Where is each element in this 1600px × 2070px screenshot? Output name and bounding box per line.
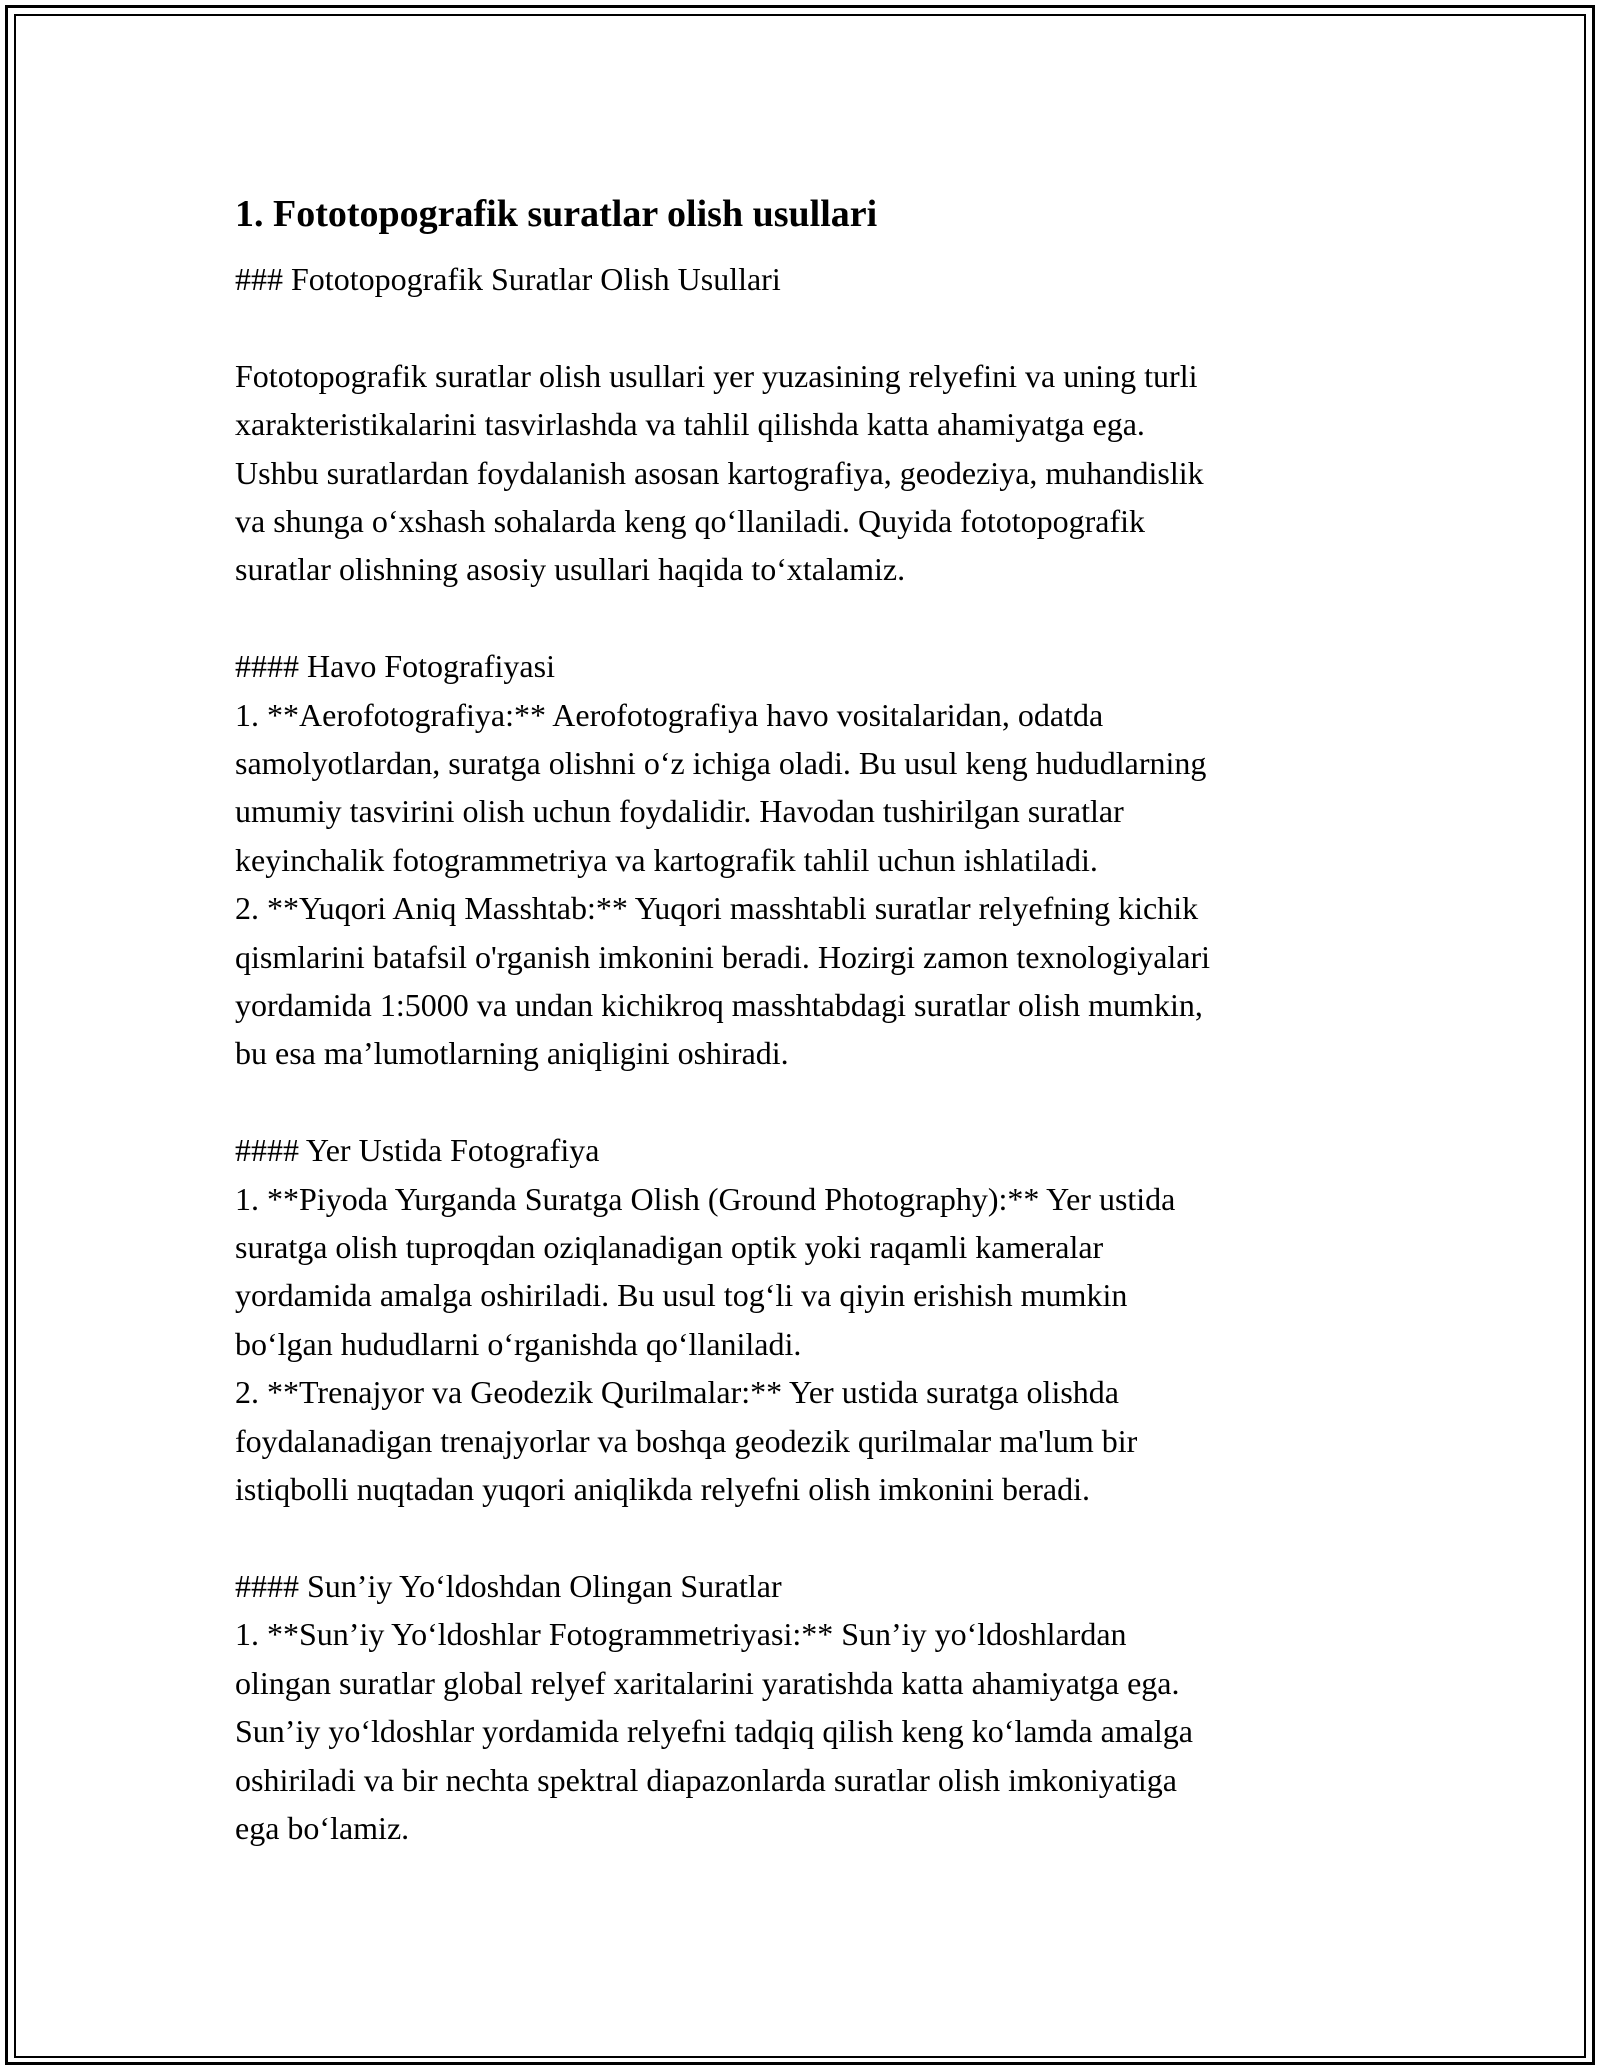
intro-line: suratlar olishning asosiy usullari haqida toʻxtalamiz. bbox=[235, 551, 906, 588]
section-line: 2. **Yuqori Aniq Masshtab:** Yuqori masshtabli suratlar relyefning kichik bbox=[235, 890, 1199, 927]
section-suniy-yoldosh-suratlar bbox=[235, 1562, 1365, 1852]
section-line: istiqbolli nuqtadan yuqori aniqlikda relyefni olish imkonini beradi. bbox=[235, 1471, 1090, 1508]
section-line: boʻlgan hududlarni oʻrganishda qoʻllaniladi. bbox=[235, 1325, 802, 1362]
section-havo-fotografiyasi bbox=[235, 642, 1365, 1078]
section-line: olingan suratlar global relyef xaritalarini yaratishda katta ahamiyatga ega. bbox=[235, 1664, 1180, 1701]
section-line: yordamida 1:5000 va undan kichikroq masshtabdagi suratlar olish mumkin, bbox=[235, 987, 1203, 1024]
section-line: ega boʻlamiz. bbox=[235, 1809, 410, 1846]
section-line: foydalanadigan trenajyorlar va boshqa geodezik qurilmalar ma'lum bir bbox=[235, 1422, 1138, 1459]
section-line: 1. **Aerofotografiya:** Aerofotografiya havo vositalaridan, odatda bbox=[235, 696, 1104, 733]
section-heading: #### Yer Ustida Fotografiya bbox=[235, 1132, 600, 1169]
section-heading: #### Havo Fotografiyasi bbox=[235, 648, 555, 685]
section-line: bu esa ma’lumotlarning aniqligini oshiradi. bbox=[235, 1035, 789, 1072]
intro-line: Ushbu suratlardan foydalanish asosan kartografiya, geodeziya, muhandislik bbox=[235, 454, 1204, 491]
section-line: qismlarini batafsil o'rganish imkonini beradi. Hozirgi zamon texnologiyalari bbox=[235, 938, 1211, 975]
section-line: 1. **Sun’iy Yoʻldoshlar Fotogrammetriyasi:** Sun’iy yoʻldoshlardan bbox=[235, 1616, 1127, 1653]
intro-line: xarakteristikalarini tasvirlashda va tahlil qilishda katta ahamiyatga ega. bbox=[235, 406, 1145, 443]
section-line: suratga olish tuproqdan oziqlanadigan optik yoki raqamli kameralar bbox=[235, 1229, 1104, 1266]
section-line: yordamida amalga oshiriladi. Bu usul togʻli va qiyin erishish mumkin bbox=[235, 1277, 1128, 1314]
section-line: oshiriladi va bir nechta spektral diapazonlarda suratlar olish imkoniyatiga bbox=[235, 1761, 1177, 1798]
intro-line: Fototopografik suratlar olish usullari yer yuzasining relyefini va uning turli bbox=[235, 357, 1198, 394]
section-line: umumiy tasvirini olish uchun foydalidir. Havodan tushirilgan suratlar bbox=[235, 793, 1124, 830]
intro-line: va shunga oʻxshash sohalarda keng qoʻllaniladi. Quyida fototopografik bbox=[235, 503, 1145, 540]
intro-paragraph bbox=[235, 352, 1365, 594]
section-line: samolyotlardan, suratga olishni oʻz ichiga oladi. Bu usul keng hududlarning bbox=[235, 745, 1207, 782]
section-line: keyinchalik fotogrammetriya va kartografik tahlil uchun ishlatiladi. bbox=[235, 841, 1098, 878]
section-yer-ustida-fotografiya bbox=[235, 1126, 1365, 1513]
section-line: 2. **Trenajyor va Geodezik Qurilmalar:** Yer ustida suratga olishda bbox=[235, 1374, 1119, 1411]
document-body bbox=[235, 185, 1365, 1852]
section-line: 1. **Piyoda Yurganda Suratga Olish (Ground Photography):** Yer ustida bbox=[235, 1180, 1176, 1217]
document-title: 1. Fototopografik suratlar olish usullari bbox=[235, 193, 878, 235]
document-subheading: ### Fototopografik Suratlar Olish Usullari bbox=[235, 261, 781, 297]
section-line: Sun’iy yoʻldoshlar yordamida relyefni tadqiq qilish keng koʻlamda amalga bbox=[235, 1713, 1193, 1750]
section-heading: #### Sun’iy Yoʻldoshdan Olingan Suratlar bbox=[235, 1567, 782, 1604]
